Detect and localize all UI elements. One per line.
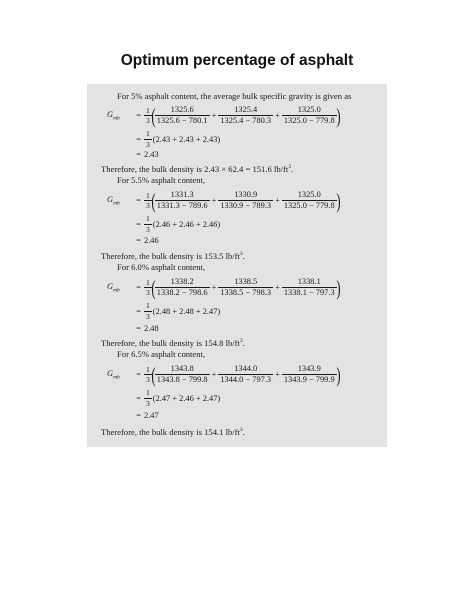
gmb-symbol: $G_{mb}$	[107, 110, 120, 122]
fraction: $\frac{1338.2}{1338.2 - 798.6}$	[156, 277, 208, 298]
intro-5-percent: For 5% asphalt content, the average bulk specific gravity is given as	[117, 91, 352, 101]
fraction: $\frac{1325.4}{1325.4 - 780.3}$	[220, 105, 272, 126]
conclusion-6-0-percent: Therefore, the bulk density is 154.8 $lb/ft^3$.	[101, 338, 245, 348]
gmb-equation-6-0-percent: $G_{mb}$ = $\frac{1}{3}$ ( $\frac{1338.2}{1338.2 - 798.6}$ + $\frac{1338.5}{1338.5 - 798.3}$ + $\frac{1338.1}{1338.1 - 797.3}$ )	[107, 275, 341, 300]
result-row: = 2.43	[136, 150, 159, 159]
fraction: $\frac{1331.3}{1331.3 - 789.6}$	[156, 190, 208, 211]
page-title: Optimum percentage of asphalt	[120, 52, 354, 69]
gmb-equation-6-5-percent: $G_{mb}$ = $\frac{1}{3}$ ( $\frac{1343.8}{1343.8 - 799.8}$ + $\frac{1344.0}{1344.0 - 797.3}$ + $\frac{1343.9}{1343.9 - 799.9}$ )	[107, 362, 341, 387]
sum-row: = $\frac{1}{3}$ (2.48 + 2.48 + 2.47)	[136, 301, 221, 321]
conclusion-5-percent: Therefore, the bulk density is 2.43 × 62.4 = 151.6 $lb/ft^3$.	[101, 164, 294, 174]
intro-6-5-percent: For 6.5% asphalt content,	[117, 349, 206, 359]
intro-6-0-percent: For 6.0% asphalt content,	[117, 262, 206, 272]
fraction: $\frac{1325.0}{1325.0 - 779.8}$	[283, 190, 335, 211]
sum-row: = $\frac{1}{3}$ (2.46 + 2.46 + 2.46)	[136, 214, 221, 234]
gmb-equation-5-percent: $G_{mb}$ = $\frac{1}{3}$ ( $\frac{1325.6}{1325.6 - 780.1}$ + $\frac{1325.4}{1325.4 - 780.3}$ + $\frac{1325.0}{1325.0 - 779.8}$ )	[107, 103, 341, 128]
fraction: $\frac{1343.9}{1343.9 - 799.9}$	[283, 364, 335, 385]
result-row: = 2.48	[136, 324, 159, 333]
worked-example-panel	[87, 84, 387, 447]
one-third-fraction: $\frac{1}{3}$	[146, 105, 150, 126]
fraction: $\frac{1338.5}{1338.5 - 798.3}$	[220, 277, 272, 298]
conclusion-5-5-percent: Therefore, the bulk density is 153.5 $lb/ft^3$.	[101, 251, 245, 261]
result-row: = 2.47	[136, 411, 159, 420]
fraction: $\frac{1325.6}{1325.6 - 780.1}$	[156, 105, 208, 126]
fraction: $\frac{1325.0}{1325.0 - 779.8}$	[283, 105, 335, 126]
sum-row: = $\frac{1}{3}$ (2.43 + 2.43 + 2.43)	[136, 129, 221, 149]
result-row: = 2.46	[136, 236, 159, 245]
sum-row: = $\frac{1}{3}$ (2.47 + 2.46 + 2.47)	[136, 388, 221, 408]
fraction: $\frac{1343.8}{1343.8 - 799.8}$	[156, 364, 208, 385]
gmb-equation-5-5-percent: $G_{mb}$ = $\frac{1}{3}$ ( $\frac{1331.3}{1331.3 - 789.6}$ + $\frac{1330.9}{1330.9 - 789.3}$ + $\frac{1325.0}{1325.0 - 779.8}$ )	[107, 188, 341, 213]
fraction: $\frac{1330.9}{1330.9 - 789.3}$	[220, 190, 272, 211]
intro-5-5-percent: For 5.5% asphalt content,	[117, 175, 206, 185]
fraction: $\frac{1338.1}{1338.1 - 797.3}$	[283, 277, 335, 298]
conclusion-6-5-percent: Therefore, the bulk density is 154.1 $lb/ft^3$.	[101, 427, 245, 437]
fraction: $\frac{1344.0}{1344.0 - 797.3}$	[220, 364, 272, 385]
